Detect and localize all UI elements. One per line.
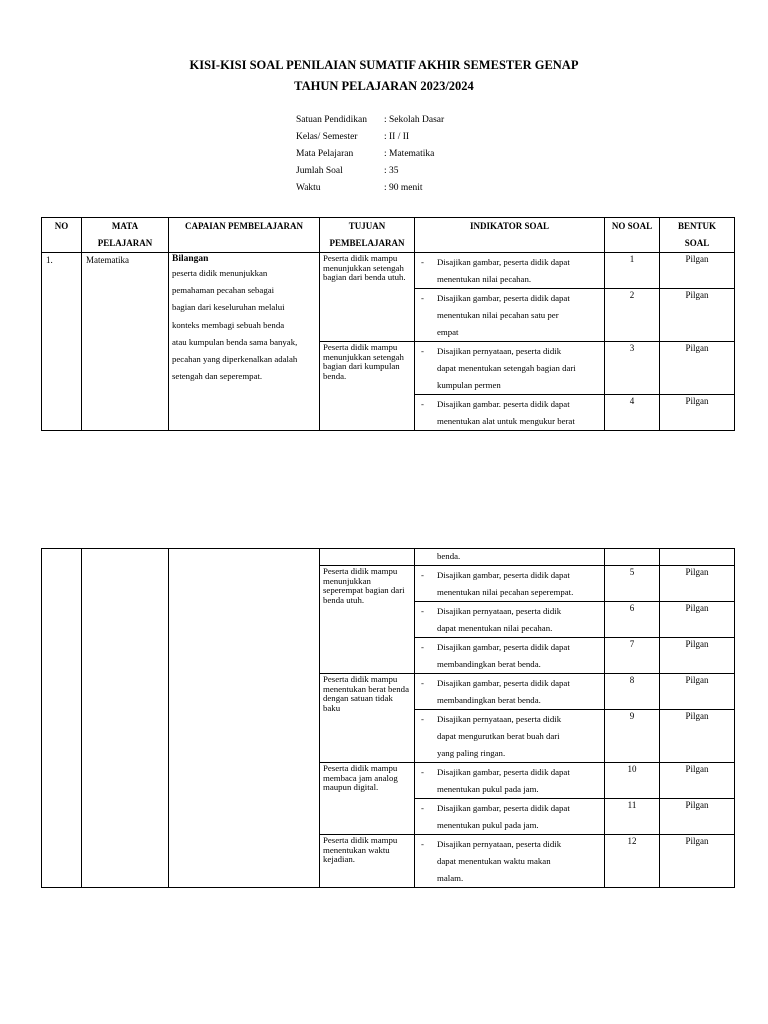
indikator-cell: - Disajikan pernyataan, peserta didik dapat menentukan waktu makan malam. — [415, 835, 605, 888]
mata-pelajaran-cell: Matematika — [82, 253, 169, 431]
indikator-cell: - Disajikan gambar, peserta didik dapat menentukan pukul pada jam. — [415, 763, 605, 799]
info-label-kelas: Kelas/ Semester — [296, 132, 358, 142]
bentuk-soal-cell: Pilgan — [660, 638, 735, 674]
indikator-cell: - Disajikan gambar, peserta didik dapat membandingkan berat benda. — [415, 638, 605, 674]
table-header-row — [42, 218, 735, 253]
bentuk-soal-cell: Pilgan — [660, 835, 735, 888]
document-title: KISI-KISI SOAL PENILAIAN SUMATIF AKHIR SEMESTER GENAP — [189, 58, 579, 72]
bentuk-soal-cell: Pilgan — [660, 674, 735, 710]
tujuan-cell: Peserta didik mampu membaca jam analog maupun digital. — [320, 763, 415, 835]
bentuk-soal-cell: Pilgan — [660, 342, 735, 395]
info-label-satuan: Satuan Pendidikan — [296, 115, 367, 125]
info-label-mapel: Mata Pelajaran — [296, 149, 354, 159]
no-soal-cell: 12 — [605, 835, 660, 888]
bentuk-soal-cell: Pilgan — [660, 253, 735, 289]
indikator-cell: - Disajikan gambar, peserta didik dapat menentukan pukul pada jam. — [415, 799, 605, 835]
no-soal-cell: 6 — [605, 602, 660, 638]
capaian-column-cont — [169, 549, 320, 888]
indikator-cell: - Disajikan pernyataan, peserta didik dapat mengurutkan berat buah dari yang paling ringan. — [415, 710, 605, 763]
no-soal-cell: 8 — [605, 674, 660, 710]
header-no: NO — [42, 218, 82, 253]
tujuan-cell: Peserta didik mampu menunjukkan seperempat bagian dari benda utuh. — [320, 566, 415, 674]
tujuan-cell: Peserta didik mampu menunjukkan setengah bagian dari benda utuh. — [320, 253, 415, 342]
bentuk-soal-cell: Pilgan — [660, 763, 735, 799]
tujuan-cell: Peserta didik mampu menentukan berat benda dengan satuan tidak baku — [320, 674, 415, 763]
indikator-cell: - Disajikan gambar, peserta didik dapat menentukan nilai pecahan. — [415, 253, 605, 289]
indikator-cell: - Disajikan gambar, peserta didik dapat membandingkan berat benda. — [415, 674, 605, 710]
no-soal-cell: 11 — [605, 799, 660, 835]
info-value-mapel: : Matematika — [384, 149, 435, 159]
capaian-title: Bilangan — [172, 254, 209, 264]
info-value-jumlah: : 35 — [384, 166, 399, 176]
tujuan-cell: Peserta didik mampu menunjukkan setengah bagian dari kumpulan benda. — [320, 342, 415, 431]
no-soal-cell: 1 — [605, 253, 660, 289]
kisi-table-page2 — [41, 548, 735, 888]
header-mata-pelajaran: MATA PELAJARAN — [82, 218, 169, 253]
tujuan-cell: Peserta didik mampu menentukan waktu kejadian. — [320, 835, 415, 888]
mapel-column-cont — [82, 549, 169, 888]
indikator-cell: - Disajikan gambar, peserta didik dapat menentukan nilai pecahan seperempat. — [415, 566, 605, 602]
indikator-cell: - Disajikan pernyataan, peserta didik dapat menentukan nilai pecahan. — [415, 602, 605, 638]
header-capaian: CAPAIAN PEMBELAJARAN — [169, 218, 320, 253]
no-soal-cell — [605, 549, 660, 566]
tujuan-cell — [320, 549, 415, 566]
bentuk-soal-cell: Pilgan — [660, 289, 735, 342]
bentuk-soal-cell: Pilgan — [660, 799, 735, 835]
no-soal-cell: 9 — [605, 710, 660, 763]
table-row — [42, 253, 735, 289]
header-no-soal: NO SOAL — [605, 218, 660, 253]
info-label-waktu: Waktu — [296, 183, 321, 193]
document-subtitle: TAHUN PELAJARAN 2023/2024 — [294, 79, 474, 93]
indikator-cell: - Disajikan pernyataan, peserta didik dapat menentukan setengah bagian dari kumpulan permen — [415, 342, 605, 395]
info-value-waktu: : 90 menit — [384, 183, 423, 193]
header-bentuk-soal: BENTUK SOAL — [660, 218, 735, 253]
no-soal-cell: 3 — [605, 342, 660, 395]
header-tujuan: TUJUAN PEMBELAJARAN — [320, 218, 415, 253]
no-soal-cell: 2 — [605, 289, 660, 342]
kisi-table-page1 — [41, 217, 735, 431]
info-value-kelas: : II / II — [384, 132, 410, 142]
header-indikator: INDIKATOR SOAL — [415, 218, 605, 253]
no-soal-cell: 10 — [605, 763, 660, 799]
indikator-cell: - Disajikan gambar. peserta didik dapat menentukan alat untuk mengukur berat — [415, 395, 605, 431]
capaian-cell: Bilangan peserta didik menunjukkan pemahaman pecahan sebagai bagian dari keseluruhan melalui konteks membagi sebuah benda atau kumpulan benda sama banyak, pecahan yang diperkenalkan adalah setengah dan seperempat. — [169, 253, 320, 431]
no-soal-cell: 4 — [605, 395, 660, 431]
bentuk-soal-cell: Pilgan — [660, 602, 735, 638]
no-soal-cell: 7 — [605, 638, 660, 674]
bentuk-soal-cell — [660, 549, 735, 566]
indikator-cell: benda. — [415, 549, 605, 566]
table-row — [42, 549, 735, 566]
row-number: 1. — [42, 253, 82, 431]
no-soal-cell: 5 — [605, 566, 660, 602]
info-label-jumlah: Jumlah Soal — [296, 166, 343, 176]
bentuk-soal-cell: Pilgan — [660, 710, 735, 763]
no-column-cont — [42, 549, 82, 888]
info-value-satuan: : Sekolah Dasar — [384, 115, 445, 125]
bentuk-soal-cell: Pilgan — [660, 566, 735, 602]
bentuk-soal-cell: Pilgan — [660, 395, 735, 431]
indikator-cell: - Disajikan gambar, peserta didik dapat menentukan nilai pecahan satu per empat — [415, 289, 605, 342]
